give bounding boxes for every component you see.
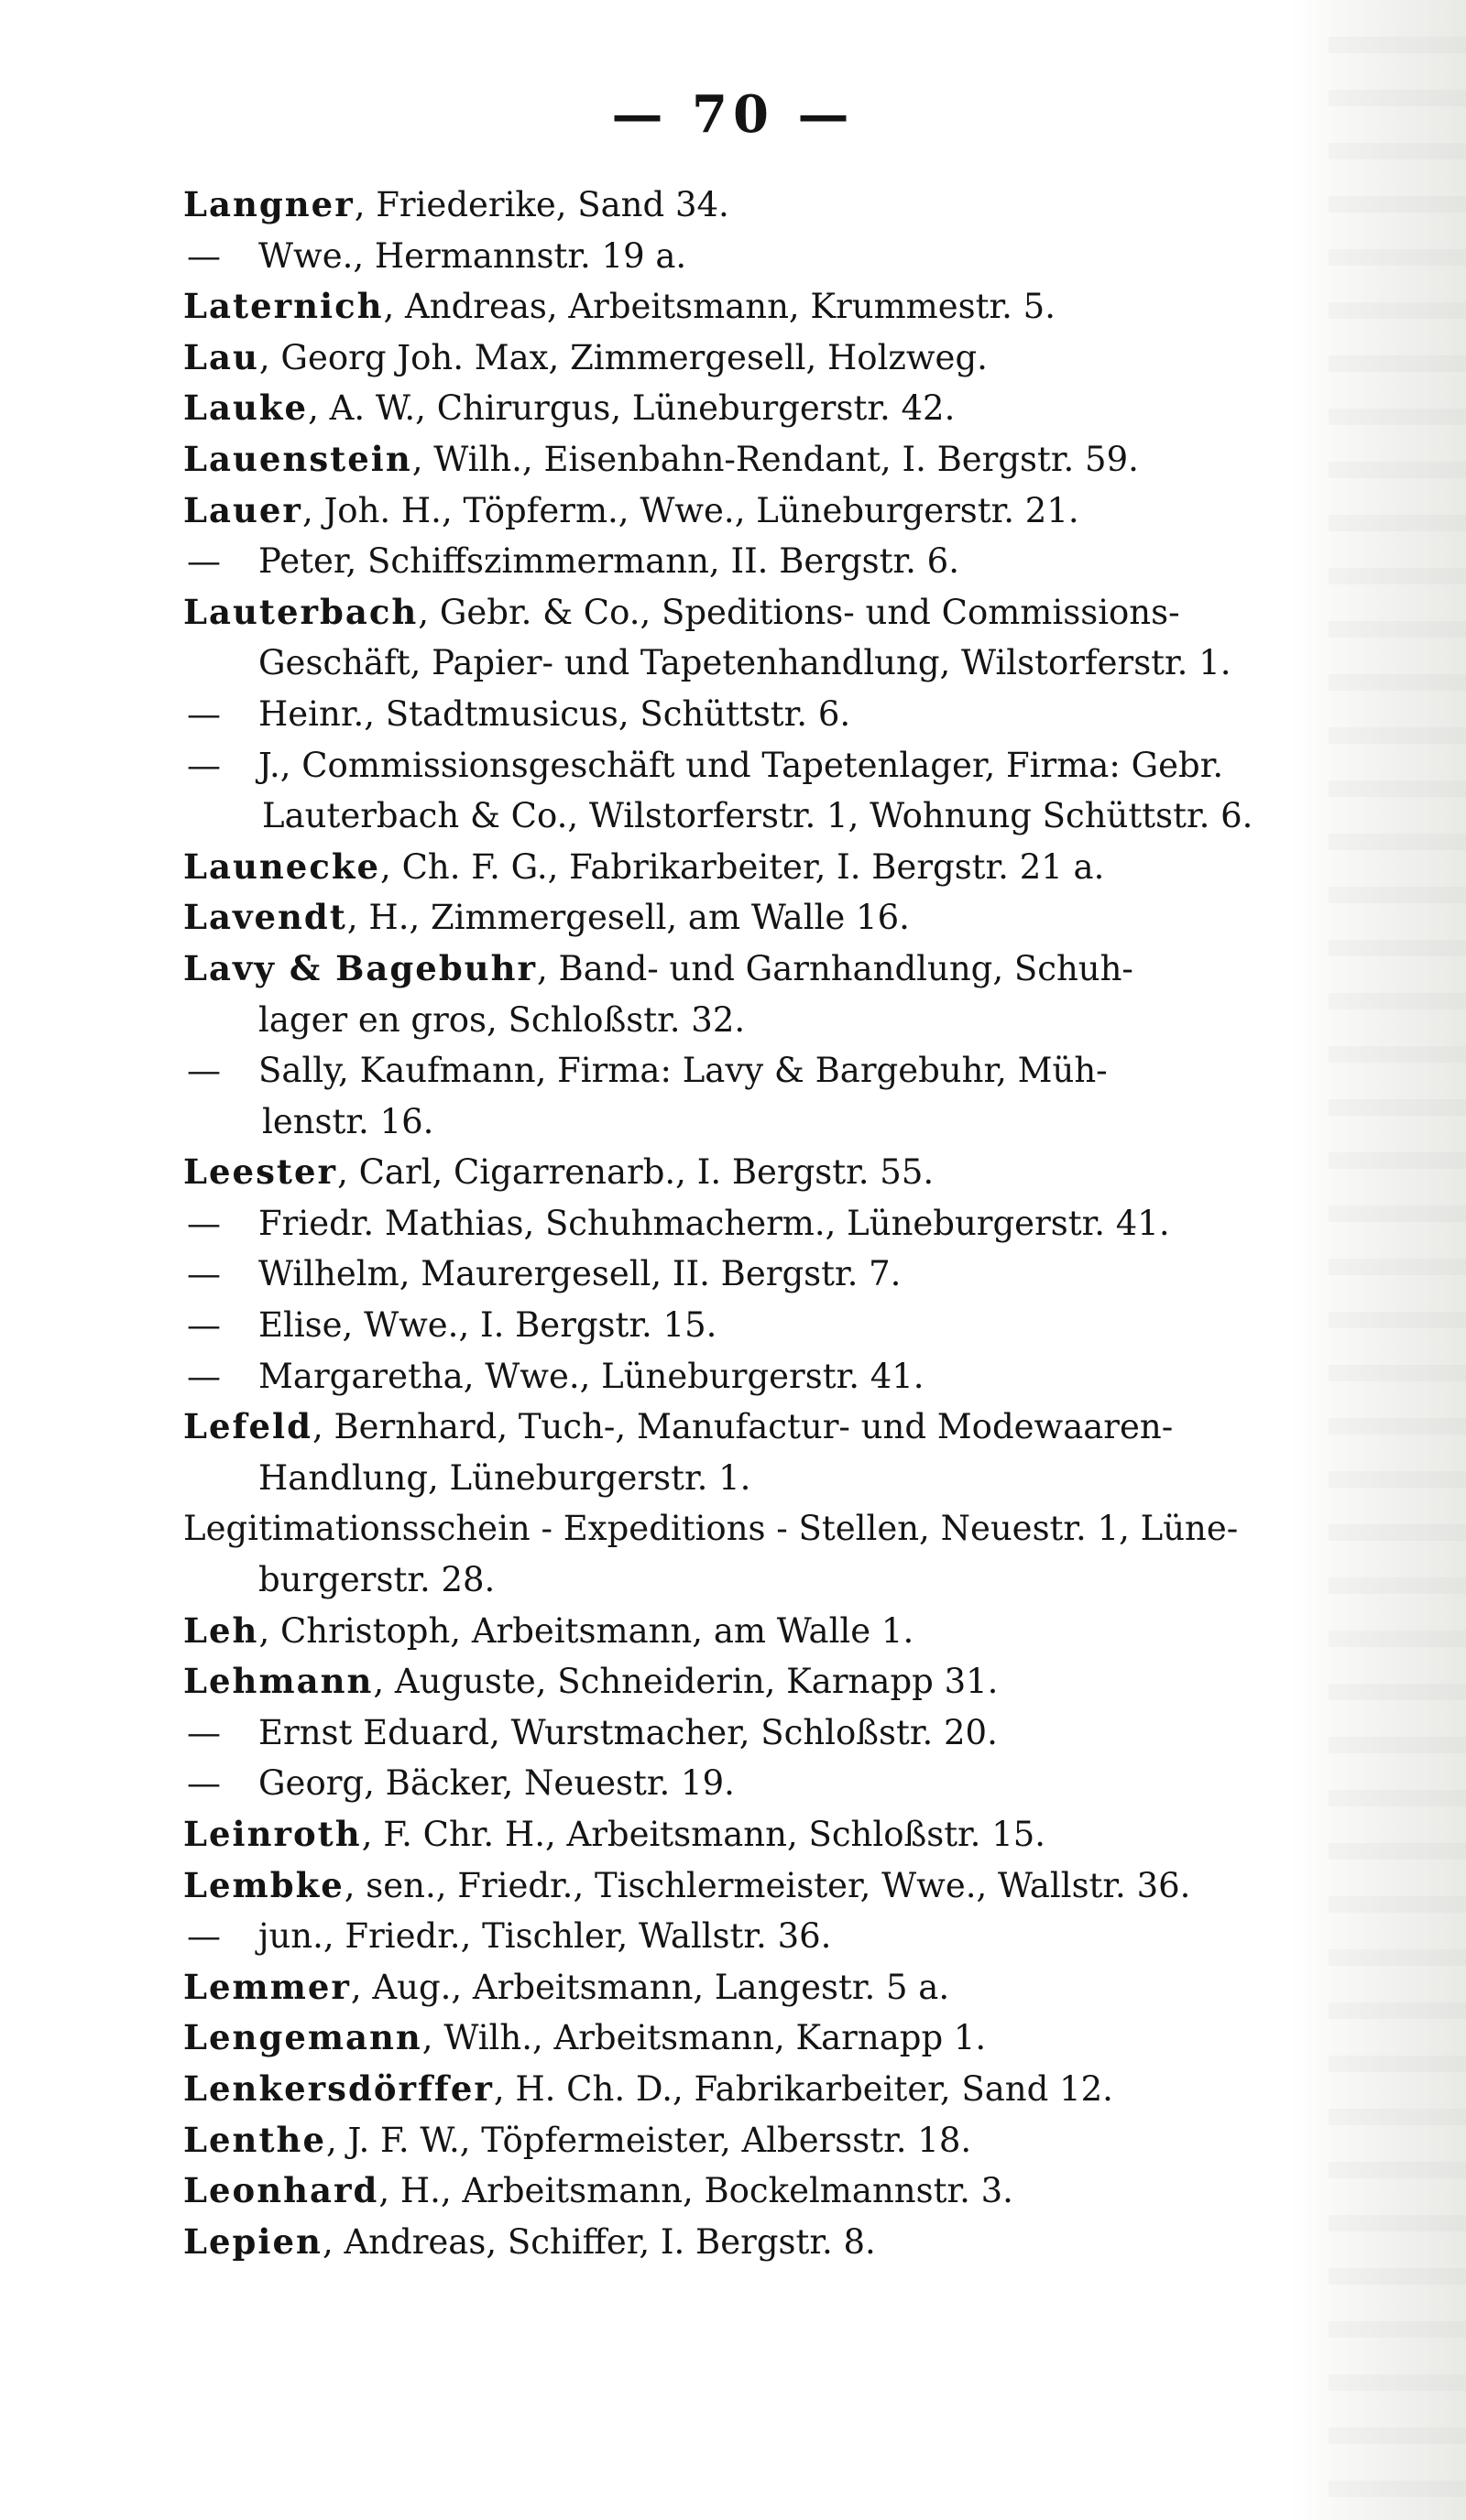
entry-continuation-line: Lauterbach & Co., Wilstorferstr. 1, Wohnung Schüttstr. 6. — [262, 796, 1253, 836]
directory-entry — [183, 1758, 1365, 1809]
entry-details: , A. W., Chirurgus, Lüneburgerstr. 42. — [308, 388, 956, 429]
entry-details: Peter, Schiffszimmermann, II. Bergstr. 6. — [258, 541, 959, 582]
entry-surname: Launecke — [183, 845, 381, 887]
entry-details: Wilhelm, Maurergesell, II. Bergstr. 7. — [258, 1254, 902, 1294]
continuation-dash: — — [187, 1712, 221, 1752]
entry-details: Ernst Eduard, Wurstmacher, Schloßstr. 20. — [258, 1712, 998, 1752]
entry-continuation-line: lenstr. 16. — [262, 1101, 434, 1141]
entry-details: Margaretha, Wwe., Lüneburgerstr. 41. — [258, 1356, 924, 1396]
entry-surname: Lepien — [183, 2220, 323, 2262]
directory-entry — [183, 1402, 1365, 1503]
continuation-dash: — — [187, 1203, 221, 1243]
entry-details: jun., Friedr., Tischler, Wallstr. 36. — [258, 1916, 832, 1957]
entry-details: , Friederike, Sand 34. — [354, 185, 729, 224]
entry-continuation-line: Geschäft, Papier- und Tapetenhandlung, Wilstorferstr. 1. — [258, 643, 1231, 683]
directory-entry — [183, 231, 1365, 282]
entry-surname: Lenkersdörffer — [183, 2067, 494, 2109]
directory-entry — [183, 587, 1365, 689]
entry-details: , Christoph, Arbeitsmann, am Walle 1. — [258, 1610, 914, 1651]
directory-entry — [183, 536, 1365, 587]
entry-details: , Bernhard, Tuch-, Manufactur- und Modewaaren- — [312, 1407, 1174, 1447]
directory-entry — [183, 1656, 1365, 1707]
entry-surname: Leh — [183, 1609, 259, 1651]
directory-entry — [183, 383, 1365, 434]
entry-surname: Lauer — [183, 489, 302, 530]
entry-details: Georg, Bäcker, Neuestr. 19. — [258, 1763, 735, 1804]
directory-entry — [183, 1351, 1365, 1402]
directory-entry — [183, 1911, 1365, 1962]
directory-entry — [183, 689, 1365, 740]
directory-entry — [183, 281, 1365, 333]
entry-details: , Aug., Arbeitsmann, Langestr. 5 a. — [350, 1967, 950, 2007]
page-number: — 70 — — [611, 84, 855, 145]
entry-details: , Ch. F. G., Fabrikarbeiter, I. Bergstr. 21 a. — [380, 846, 1105, 887]
entry-details: , Georg Joh. Max, Zimmergesell, Holzweg. — [258, 337, 988, 377]
entry-surname: Lavendt — [183, 897, 347, 938]
entry-details: , H. Ch. D., Fabrikarbeiter, Sand 12. — [493, 2068, 1113, 2109]
entry-details: Sally, Kaufmann, Firma: Lavy & Bargebuhr, Müh- — [258, 1051, 1108, 1091]
entry-details: , Wilh., Arbeitsmann, Karnapp 1. — [421, 2018, 987, 2058]
entry-surname: Leinroth — [183, 1814, 362, 1854]
directory-entry — [183, 1707, 1365, 1759]
entry-details: , sen., Friedr., Tischlermeister, Wwe., Wallstr. 36. — [344, 1865, 1191, 1905]
entry-details: , F. Chr. H., Arbeitsmann, Schloßstr. 15. — [361, 1815, 1046, 1854]
directory-entry — [183, 333, 1365, 384]
entry-details: , J. F. W., Töpfermeister, Albersstr. 18. — [326, 2120, 972, 2160]
entry-details: , Auguste, Schneiderin, Karnapp 31. — [373, 1662, 999, 1702]
continuation-dash: — — [187, 235, 221, 276]
entry-continuation-line: Handlung, Lüneburgerstr. 1. — [258, 1457, 751, 1498]
entry-details: J., Commissionsgeschäft und Tapetenlager, Firma: Gebr. — [258, 745, 1224, 785]
entry-surname: Lavy & Bagebuhr — [183, 947, 537, 988]
directory-entry — [183, 1300, 1365, 1351]
continuation-dash: — — [187, 1305, 221, 1346]
directory-entry — [183, 842, 1365, 893]
continuation-dash: — — [187, 1356, 221, 1396]
entry-surname: Lenthe — [183, 2119, 326, 2160]
entry-surname: Langner — [183, 184, 355, 224]
continuation-dash: — — [187, 1916, 221, 1957]
directory-entry — [183, 434, 1365, 485]
entry-surname: Lauke — [183, 387, 309, 429]
directory-entry — [183, 180, 1365, 231]
entry-details: , Wilh., Eisenbahn-Rendant, I. Bergstr. 59. — [411, 439, 1139, 479]
directory-entry — [183, 1045, 1365, 1147]
directory-entry — [183, 892, 1365, 944]
directory-entry — [183, 1962, 1365, 2013]
directory-entry — [183, 740, 1365, 842]
entry-details: Legitimationsschein - Expeditions - Stellen, Neuestr. 1, Lüne- — [183, 1509, 1239, 1549]
continuation-dash: — — [187, 1051, 221, 1091]
entry-details: , H., Zimmergesell, am Walle 16. — [346, 898, 910, 938]
directory-entry — [183, 2115, 1365, 2166]
entry-surname: Lauterbach — [183, 591, 419, 632]
directory-entry — [183, 1147, 1365, 1198]
entry-details: , Joh. H., Töpferm., Wwe., Lüneburgerstr. 21. — [301, 490, 1079, 530]
directory-entry — [183, 1606, 1365, 1657]
entry-details: , Gebr. & Co., Speditions- und Commissions- — [418, 592, 1180, 632]
entry-details: , Andreas, Arbeitsmann, Krummestr. 5. — [383, 287, 1056, 327]
directory-entry — [183, 2013, 1365, 2064]
directory-entry — [183, 1249, 1365, 1300]
entry-continuation-line: lager en gros, Schloßstr. 32. — [258, 999, 746, 1040]
directory-entries — [183, 180, 1365, 2267]
continuation-dash: — — [187, 745, 221, 785]
entry-details: , Andreas, Schiffer, I. Bergstr. 8. — [322, 2221, 876, 2262]
directory-entry — [183, 2217, 1365, 2268]
entry-details: Heinr., Stadtmusicus, Schüttstr. 6. — [258, 693, 851, 734]
entry-surname: Lau — [183, 336, 259, 377]
entry-surname: Lemmer — [183, 1966, 351, 2007]
directory-entry — [183, 2064, 1365, 2115]
directory-entry — [183, 2165, 1365, 2217]
entry-details: Elise, Wwe., I. Bergstr. 15. — [258, 1305, 717, 1346]
directory-entry — [183, 1503, 1365, 1605]
entry-surname: Lehmann — [183, 1661, 374, 1702]
continuation-dash: — — [187, 541, 221, 582]
directory-entry — [183, 944, 1365, 1045]
entry-surname: Laternich — [183, 286, 384, 327]
directory-entry — [183, 1198, 1365, 1249]
entry-surname: Lauenstein — [183, 438, 412, 479]
entry-surname: Leonhard — [183, 2170, 379, 2211]
entry-details: , Carl, Cigarrenarb., I. Bergstr. 55. — [337, 1152, 935, 1193]
continuation-dash: — — [187, 693, 221, 734]
entry-surname: Leester — [183, 1151, 338, 1193]
directory-entry — [183, 1809, 1365, 1860]
entry-details: , H., Arbeitsmann, Bockelmannstr. 3. — [378, 2171, 1013, 2211]
continuation-dash: — — [187, 1763, 221, 1804]
entry-details: Wwe., Hermannstr. 19 a. — [258, 235, 687, 276]
directory-entry — [183, 485, 1365, 537]
continuation-dash: — — [187, 1254, 221, 1294]
entry-details: Friedr. Mathias, Schuhmacherm., Lüneburgerstr. 41. — [258, 1203, 1170, 1243]
entry-surname: Lengemann — [183, 2017, 422, 2058]
entry-surname: Lembke — [183, 1864, 345, 1905]
directory-entry — [183, 1860, 1365, 1912]
entry-details: , Band- und Garnhandlung, Schuh- — [536, 948, 1133, 988]
entry-surname: Lefeld — [183, 1406, 312, 1447]
entry-continuation-line: burgerstr. 28. — [258, 1560, 496, 1600]
